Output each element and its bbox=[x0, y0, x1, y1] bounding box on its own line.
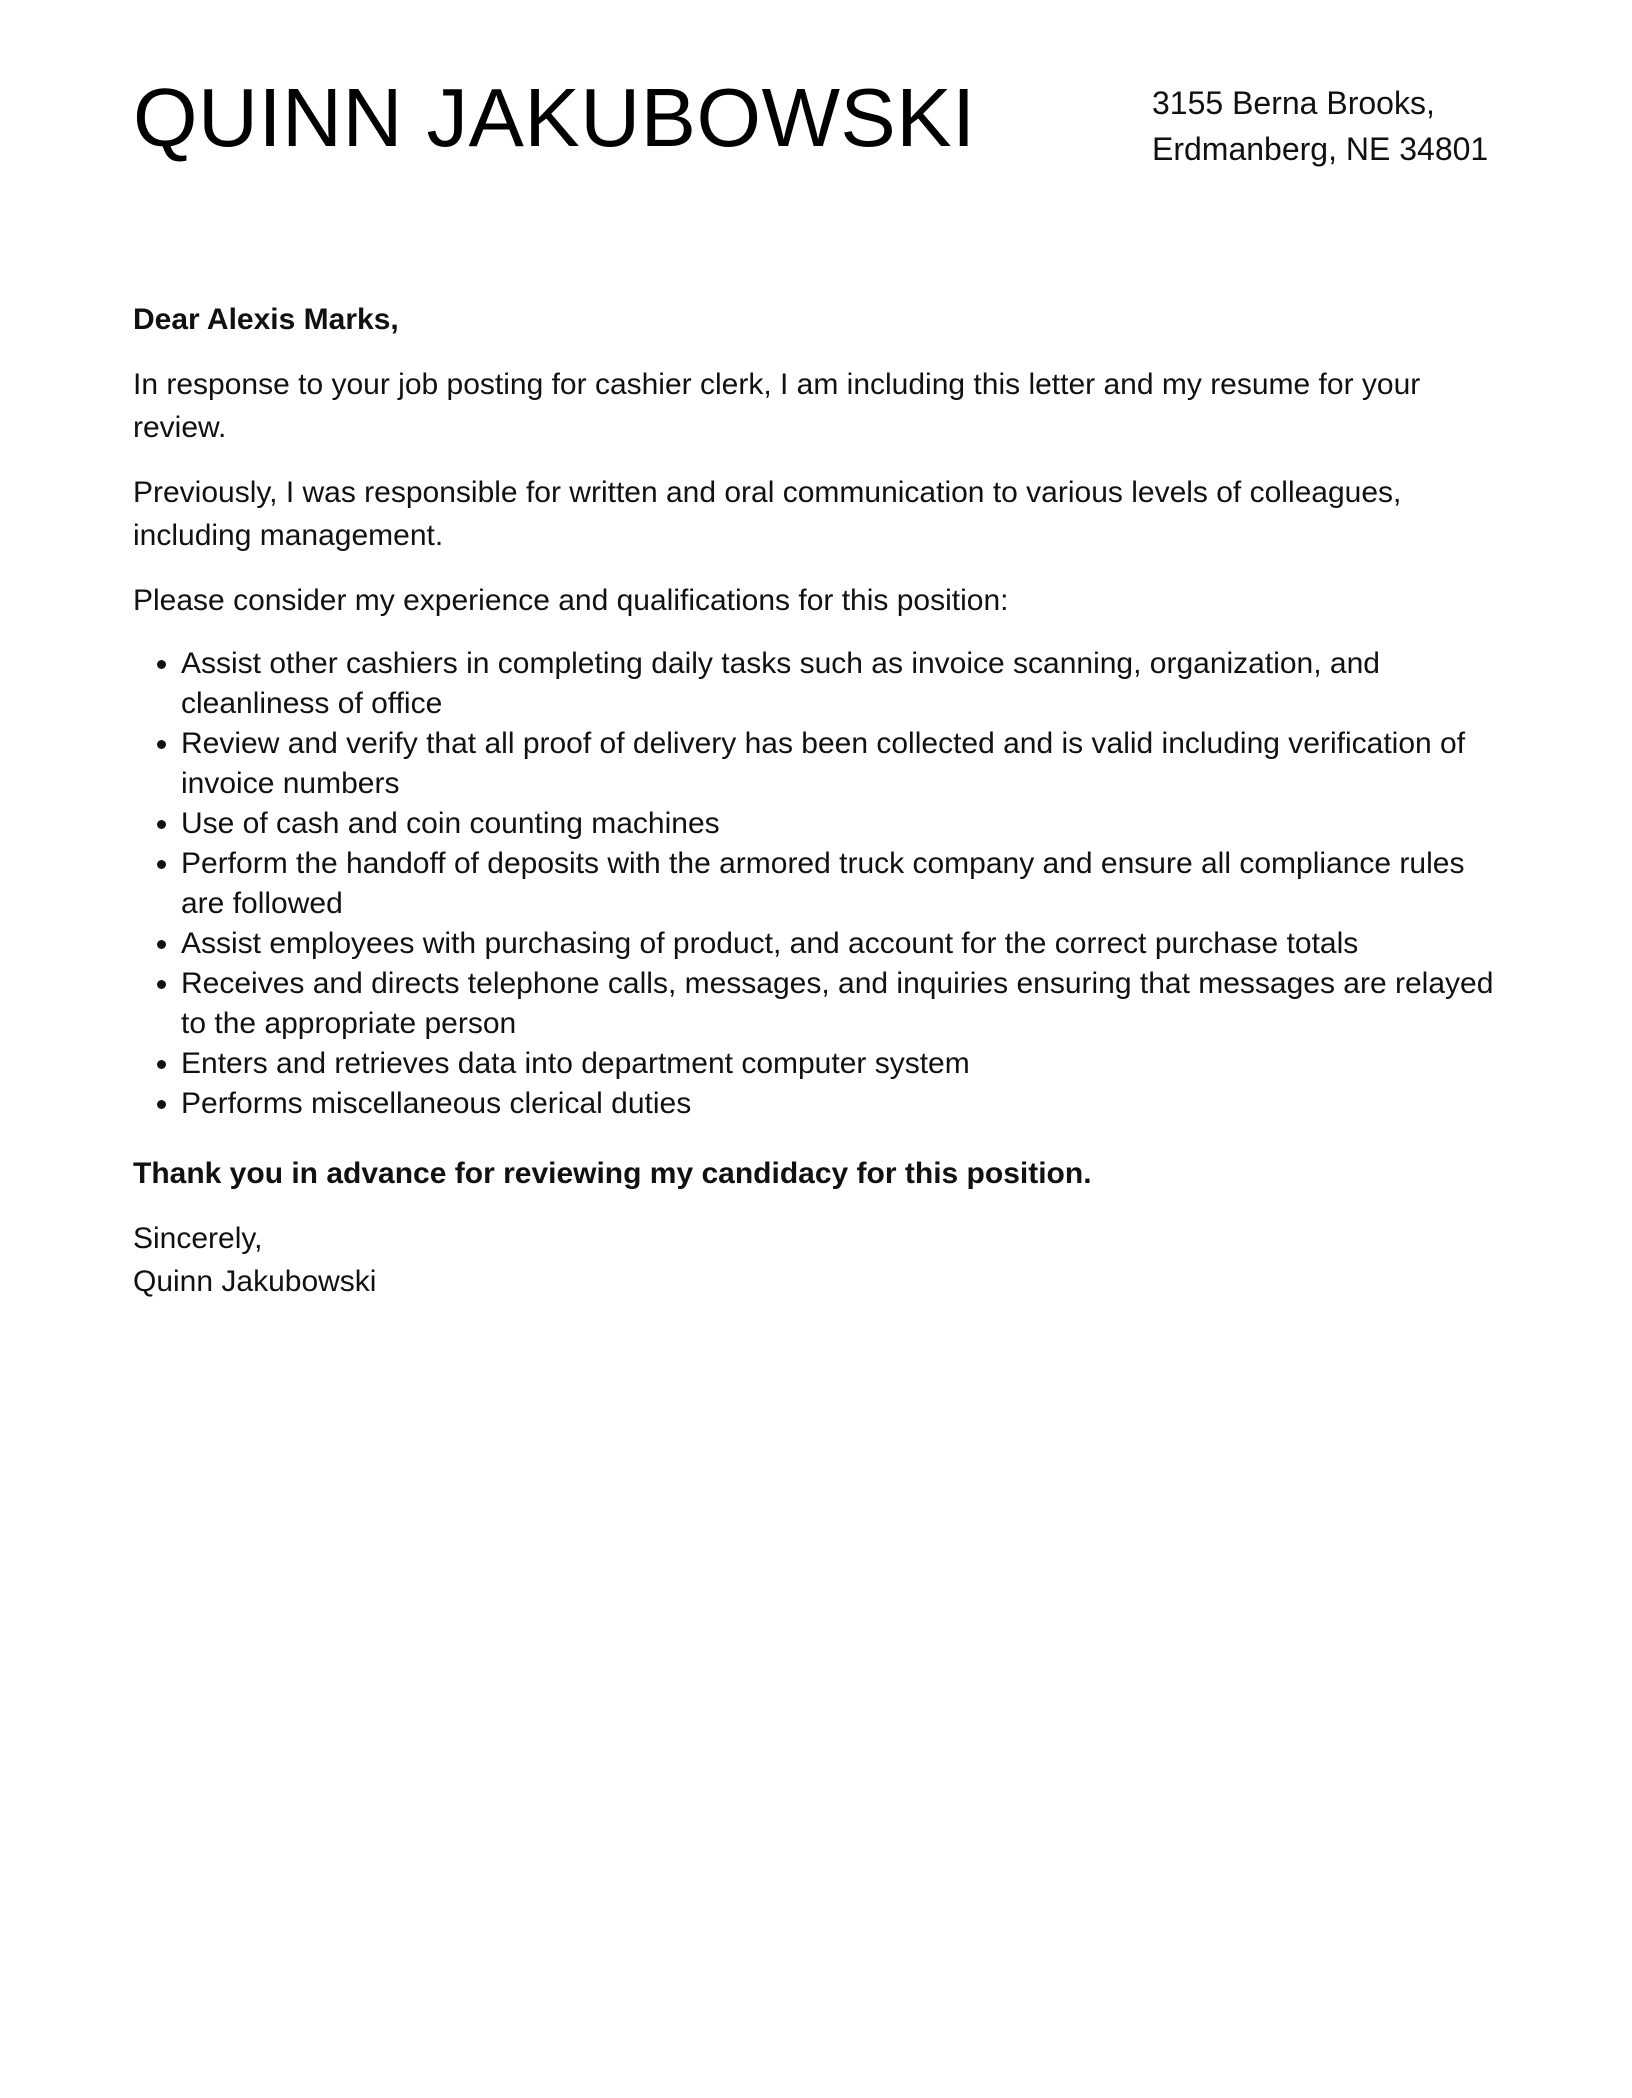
list-item: • Receives and directs telephone calls, messages, and inquiries ensuring that messages are relayed to the appropriate person bbox=[181, 964, 1499, 1044]
applicant-address bbox=[1152, 80, 1488, 172]
qualifications-list bbox=[133, 644, 1499, 1124]
qualifications-intro: Please consider my experience and qualifications for this position: bbox=[133, 584, 1009, 617]
list-item: • Assist other cashiers in completing daily tasks such as invoice scanning, organization, and cleanliness of office bbox=[181, 644, 1499, 724]
address-line-1: 3155 Berna Brooks, bbox=[1152, 85, 1435, 121]
list-item: • Use of cash and coin counting machines bbox=[181, 804, 1499, 844]
list-item: • Performs miscellaneous clerical duties bbox=[181, 1084, 1499, 1124]
list-item: • Assist employees with purchasing of product, and account for the correct purchase totals bbox=[181, 924, 1499, 964]
address-line-2: Erdmanberg, NE 34801 bbox=[1152, 131, 1489, 167]
signoff-text: Sincerely, bbox=[133, 1222, 263, 1255]
list-item: • Review and verify that all proof of delivery has been collected and is valid including verification of invoice numbers bbox=[181, 724, 1499, 804]
closing-statement: Thank you in advance for reviewing my candidacy for this position. bbox=[133, 1157, 1092, 1190]
applicant-name-heading: QUINN JAKUBOWSKI bbox=[133, 71, 976, 164]
list-item: • Enters and retrieves data into department computer system bbox=[181, 1044, 1499, 1084]
salutation: Dear Alexis Marks, bbox=[133, 303, 399, 336]
intro-paragraph: In response to your job posting for cashier clerk, I am including this letter and my resume for your review. bbox=[133, 368, 1421, 444]
list-item: • Perform the handoff of deposits with the armored truck company and ensure all compliance rules are followed bbox=[181, 844, 1499, 924]
signature-name: Quinn Jakubowski bbox=[133, 1265, 377, 1298]
experience-paragraph: Previously, I was responsible for written and oral communication to various levels of colleagues, including management. bbox=[133, 476, 1402, 552]
letter-body bbox=[133, 298, 1499, 1303]
signoff-block bbox=[133, 1217, 1499, 1303]
